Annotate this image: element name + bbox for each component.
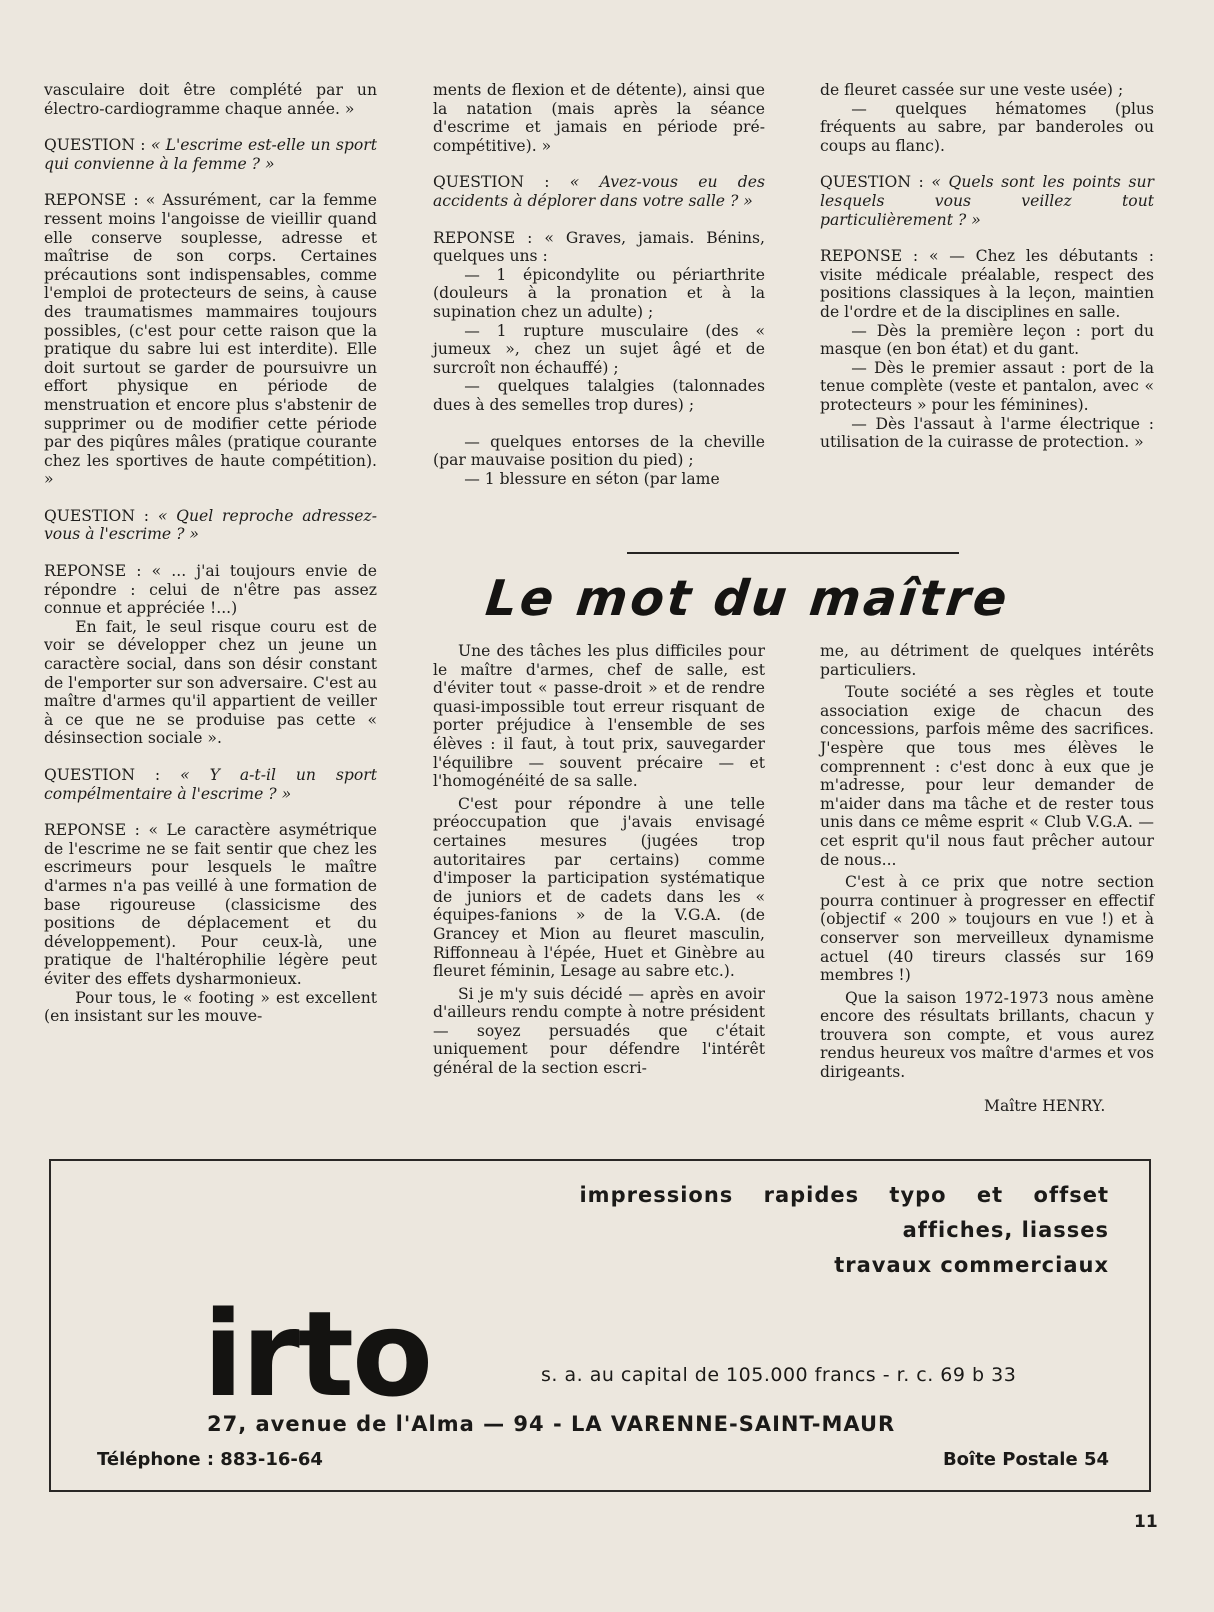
signature: Maître HENRY. [984,1097,1106,1115]
paragraph: Si je m'y suis décidé — après en avoir d'ailleurs rendu compte à notre président — soyez persuadés que c'était uniquement pour défendre l'intérêt général de la section escri- [433,984,765,1078]
question: QUESTION : « L'escrime est-elle un sport qui convienne à la femme ? » [44,136,377,173]
paragraph: C'est à ce prix que notre section pourra continuer à progresser en effectif (objectif « 200 » toujours en vue !) et à conserver son merveilleux dynamisme actuel (40 tireurs classés sur 169 membres !) [820,873,1154,985]
article-title: Le mot du maître [483,570,1013,627]
list-item: — Dès la première leçon : port du masque (en bon état) et du gant. [820,321,1154,359]
paragraph: Toute société a ses règles et toute association exige de chacun des concessions, parfois même des sacrifices. J'espère que tous mes élèves le comprennent : c'est donc à eux que je m'adresse, pour leur demander de m'aider dans ma tâche et de rester tous unis dans ce même esprit « Club V.G.A. — cet esprit qu'il nous faut prêcher autour de nous... [820,683,1154,869]
advertisement [49,1159,1151,1492]
answer: REPONSE : « ... j'ai toujours envie de répondre : celui de n'être pas assez connue et appréciée !...) [44,562,377,618]
list-item: — 1 épicondylite ou périarthrite (douleurs à la pronation et à la supination chez un adulte) ; [433,265,765,321]
answer: REPONSE : « — Chez les débutants : visite médicale préalable, respect des positions classiques à la leçon, maintien de l'ordre et de la disciplines en salle. [820,247,1155,321]
list-item: — 1 blessure en séton (par lame [464,469,720,488]
list-item: — Dès le premier assaut : port de la tenue complète (veste et pantalon, avec « protecteurs » pour les féminines). [820,358,1154,414]
paragraph: En fait, le seul risque couru est de voir se développer chez un jeune un caractère social, dans son désir constant de l'emporter sur son adversaire. C'est au maître d'armes qu'il appartient de veiller à ce que ne se produise pas cette « désinsection sociale ». [44,617,377,748]
column-3 [820,81,1154,452]
paragraph: me, au détriment de quelques intérêts particuliers. [820,642,1154,679]
question: QUESTION : « Y a-t-il un sport compélmentaire à l'escrime ? » [44,766,377,803]
question: QUESTION : « Quel reproche adressez-vous à l'escrime ? » [44,506,377,544]
section-divider [627,552,959,554]
paragraph: ments de flexion et de détente), ainsi que la natation (mais après la séance d'escrime et jamais en période pré-compétitive). » [433,81,765,155]
question: QUESTION : « Quels sont les points sur lesquels vous veillez tout particulièrement ? » [820,173,1154,229]
paragraph: vasculaire doit être complété par un électro-cardiogramme chaque année. » [44,81,377,118]
list-item: — quelques hématomes (plus fréquents au sabre, par banderoles ou coups au flanc). [820,99,1154,155]
list-item: — Dès l'assaut à l'arme électrique : utilisation de la cuirasse de protection. » [820,414,1154,452]
paragraph: Que la saison 1972-1973 nous amène encore des résultats brillants, chacun y trouvera son compte, et vous aurez rendus heureux vos maître d'armes et vos dirigeants. [820,988,1154,1082]
answer: REPONSE : « Assurément, car la femme ressent moins l'angoisse de vieillir quand elle conserve souplesse, adresse et maîtrise de son corps. Certaines précautions sont indispensables, comme l'emploi de protecteurs de seins, à cause des traumatismes mammaires toujours possibles, (c'est pour cette raison que la pratique du sabre lui est interdite). Elle doit surtout se garder de poursuivre un effort physique en période de menstruation et encore plus s'abstenir de supprimer ou de modifier cette période par des piqûres mâles (pratique courante chez les sportives de haute compétition). » [44,191,377,489]
answer: REPONSE : « Le caractère asymétrique de l'escrime ne se fait sentir que chez les escrimeurs pour lesquels le maître d'armes n'a pas veillé à une formation de base rigoureuse (classicisme des positions de déplacement et du développement). Pour ceux-là, une pratique de l'haltérophilie légère peut éviter des effets dysharmonieux. [44,821,377,988]
ad-services-line: affiches, liasses [902,1218,1109,1242]
column-2 [433,81,765,488]
question: QUESTION : « Avez-vous eu des accidents à déplorer dans votre salle ? » [433,173,765,210]
page-number: 11 [1134,1512,1158,1532]
list-item: — quelques entorses de la cheville (par mauvaise position du pied) ; [433,432,765,470]
irto-logo: irto [203,1285,432,1423]
ad-company-info: s. a. au capital de 105.000 francs - r. c. 69 b 33 [541,1364,1017,1386]
ad-address: 27, avenue de l'Alma — 94 - LA VARENNE-SAINT-MAUR [207,1412,896,1436]
column-1 [44,81,377,1026]
ad-services-line: travaux commerciaux [834,1253,1109,1277]
paragraph: Une des tâches les plus difficiles pour le maître d'armes, chef de salle, est d'éviter tout « passe-droit » et de rendre quasi-impossible tout erreur risquant de porter préjudice à l'ensemble de ses élèves : il faut, à tout prix, sauvegarder l'équilibre — souvent précaire — et l'homogénéité de sa salle. [433,642,765,791]
ad-phone: Téléphone : 883-16-64 [97,1449,323,1470]
article-column-left [433,642,765,1082]
ad-po-box: Boîte Postale 54 [942,1449,1109,1470]
paragraph: Pour tous, le « footing » est excellent (en insistant sur les mouve- [44,988,377,1026]
answer: REPONSE : « Graves, jamais. Bénins, quelques uns : [433,228,765,266]
paragraph: de fleuret cassée sur une veste usée) ; [820,81,1124,99]
ad-services-line: impressions rapides typo et offset [579,1183,1109,1207]
paragraph: C'est pour répondre à une telle préoccupation que j'avais envisagé certaines mesures (jugées trop autoritaires par certains) comme d'imposer la participation systématique de juniors et de cadets dans les « équipes-fanions » de la V.G.A. (de Grancey et Mion au fleuret masculin, Riffonneau à l'épée, Huet et Ginèbre au fleuret féminin, Lesage au sabre etc.). [433,794,765,981]
list-item: — 1 rupture musculaire (des « jumeux », chez un sujet âgé et de surcroît non échauffé) ; [433,321,765,377]
article-column-right [820,642,1154,1086]
list-item: — quelques talalgies (talonnades dues à des semelles trop dures) ; [433,377,765,414]
